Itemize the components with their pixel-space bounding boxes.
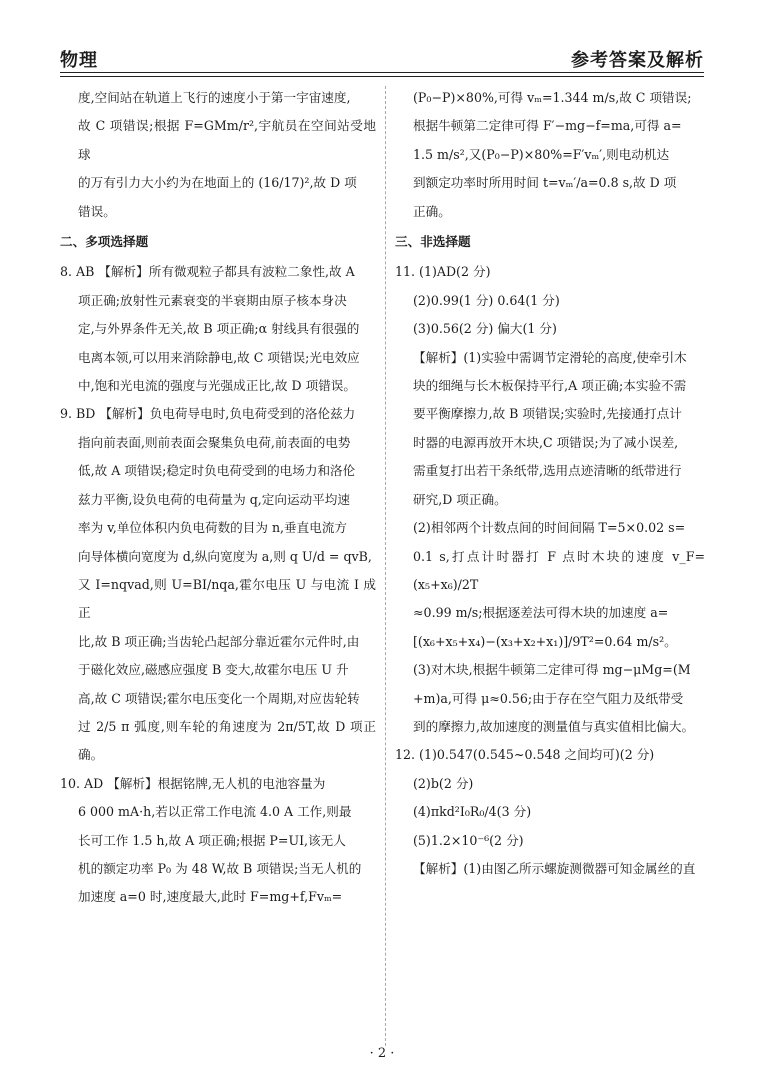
text-line: 1.5 m/s²,又(P₀−P)×80%=F′vₘ′,则电动机达 xyxy=(413,146,670,162)
text-line: ≈0.99 m/s;根据逐差法可得木块的加速度 a= xyxy=(413,605,669,621)
text-line: 【解析】(1)实验中需调节定滑轮的高度,使牵引木 xyxy=(413,349,687,365)
text-line: 度,空间站在轨道上飞行的速度小于第一宇宙速度, xyxy=(78,90,351,105)
text-line: 兹力平衡,设负电荷的电荷量为 q,定向运动平均速 xyxy=(78,491,350,507)
page-header xyxy=(60,42,704,74)
text-line: 率为 v,单位体积内负电荷数的目为 n,垂直电流方 xyxy=(78,520,348,536)
text-line: 根据牛顿第二定律可得 F′−mg−f=ma,可得 a= xyxy=(413,118,682,134)
text-line: 过 2/5 π 弧度,则车轮的角速度为 2π/5T,故 D 项正确。 xyxy=(78,718,376,763)
header-rule-thin xyxy=(60,76,704,77)
text-line: 正确。 xyxy=(413,203,451,219)
text-line: +m)a,可得 μ≈0.56;由于存在空气阻力及纸带受 xyxy=(413,690,684,706)
text-line: 指向前表面,则前表面会聚集负电荷,前表面的电势 xyxy=(78,434,351,450)
text-line: 电离本领,可以用来消除静电,故 C 项错误;光电效应 xyxy=(78,349,360,365)
text-line: 向导体横向宽度为 d,纵向宽度为 a,则 q U/d = qvB, xyxy=(78,548,372,564)
text-line: 6 000 mA·h,若以正常工作电流 4.0 A 工作,则最 xyxy=(78,804,352,820)
column-divider xyxy=(385,86,386,1046)
text-line: 到的摩擦力,故加速度的测量值与真实值相比偏大。 xyxy=(413,718,695,734)
text-line: 块的细绳与长木板保持平行,A 项正确;本实验不需 xyxy=(413,378,687,394)
text-line: 长可工作 1.5 h,故 A 项正确;根据 P=UI,该无人 xyxy=(78,832,346,848)
text-line: 要平衡摩擦力,故 B 项错误;实验时,先接通打点计 xyxy=(413,406,682,422)
text-line: 于磁化效应,磁感应强度 B 变大,故霍尔电压 U 升 xyxy=(78,662,349,678)
section-title: 参考答案及解析 xyxy=(571,50,704,71)
page-number: · 2 · xyxy=(369,1046,395,1061)
section-heading: 二、多项选择题 xyxy=(60,234,149,250)
text-line: 研究,D 项正确。 xyxy=(413,491,507,507)
section-heading: 三、非选择题 xyxy=(395,234,471,250)
text-line: 故 C 项错误;根据 F=GMm/r²,宇航员在空间站受地球 xyxy=(78,118,376,162)
text-line: 项正确;放射性元素衰变的半衰期由原子核本身决 xyxy=(78,292,347,308)
text-line: 低,故 A 项错误;稳定时负电荷受到的电场力和洛伦 xyxy=(78,463,356,479)
text-line: 加速度 a=0 时,速度最大,此时 F=mg+f,Fvₘ= xyxy=(78,889,343,905)
text-line: 比,故 B 项正确;当齿轮凸起部分靠近霍尔元件时,由 xyxy=(78,633,360,649)
text-line: (2)b(2 分) xyxy=(413,775,474,791)
text-line: (3)对木块,根据牛顿第二定律可得 mg−μMg=(M xyxy=(413,662,691,678)
answer-12-line: 12. (1)0.547(0.545~0.548 之间均可)(2 分) xyxy=(395,747,655,763)
answer-9-line: 9. BD 【解析】负电荷导电时,负电荷受到的洛伦兹力 xyxy=(60,406,356,422)
text-line: 机的额定功率 P₀ 为 48 W,故 B 项错误;当无人机的 xyxy=(78,860,362,876)
text-line: 中,饱和光电流的强度与光强成正比,故 D 项错误。 xyxy=(78,378,356,394)
text-line: (2)相邻两个计数点间的时间间隔 T=5×0.02 s= xyxy=(413,520,686,536)
text-line: 时器的电源再放开木块,C 项错误;为了减小误差, xyxy=(413,434,679,450)
text-line: 到额定功率时所用时间 t=vₘ′/a=0.8 s,故 D 项 xyxy=(413,175,677,191)
left-column xyxy=(60,84,376,912)
text-line: 错误。 xyxy=(78,203,116,219)
text-line: 0.1 s,打点计时器打 F 点时木块的速度 v_F=(x₅+x₆)/2T xyxy=(413,548,705,592)
text-line: (3)0.56(2 分) 偏大(1 分) xyxy=(413,321,557,337)
text-line: 【解析】(1)由图乙所示螺旋测微器可知金属丝的直 xyxy=(413,860,696,876)
text-line: 又 I=nqvad,则 U=BI/nqa,霍尔电压 U 与电流 I 成正 xyxy=(78,576,376,621)
subject-title: 物理 xyxy=(60,50,98,71)
text-line: 高,故 C 项错误;霍尔电压变化一个周期,对应齿轮转 xyxy=(78,690,360,706)
text-line: (4)πkd²I₀R₀/4(3 分) xyxy=(413,804,532,820)
text-line: [(x₆+x₅+x₄)−(x₃+x₂+x₁)]/9T²=0.64 m/s²。 xyxy=(413,633,677,649)
answer-10-line: 10. AD 【解析】根据铭牌,无人机的电池容量为 xyxy=(60,775,326,791)
text-line: 需重复打出若干条纸带,选用点迹清晰的纸带进行 xyxy=(413,463,682,479)
header-rule-thick xyxy=(60,72,704,73)
answer-8-line: 8. AB 【解析】所有微观粒子都具有波粒二象性,故 A xyxy=(60,264,355,280)
answer-11-line: 11. (1)AD(2 分) xyxy=(395,264,491,280)
text-line: 的万有引力大小约为在地面上的 (16/17)²,故 D 项 xyxy=(78,175,357,191)
text-line: (P₀−P)×80%,可得 vₘ=1.344 m/s,故 C 项错误; xyxy=(413,90,692,105)
text-line: (2)0.99(1 分) 0.64(1 分) xyxy=(413,292,560,308)
text-line: 定,与外界条件无关,故 B 项正确;α 射线具有很强的 xyxy=(78,321,360,337)
right-column xyxy=(395,84,705,883)
text-line: (5)1.2×10⁻⁶(2 分) xyxy=(413,832,524,848)
